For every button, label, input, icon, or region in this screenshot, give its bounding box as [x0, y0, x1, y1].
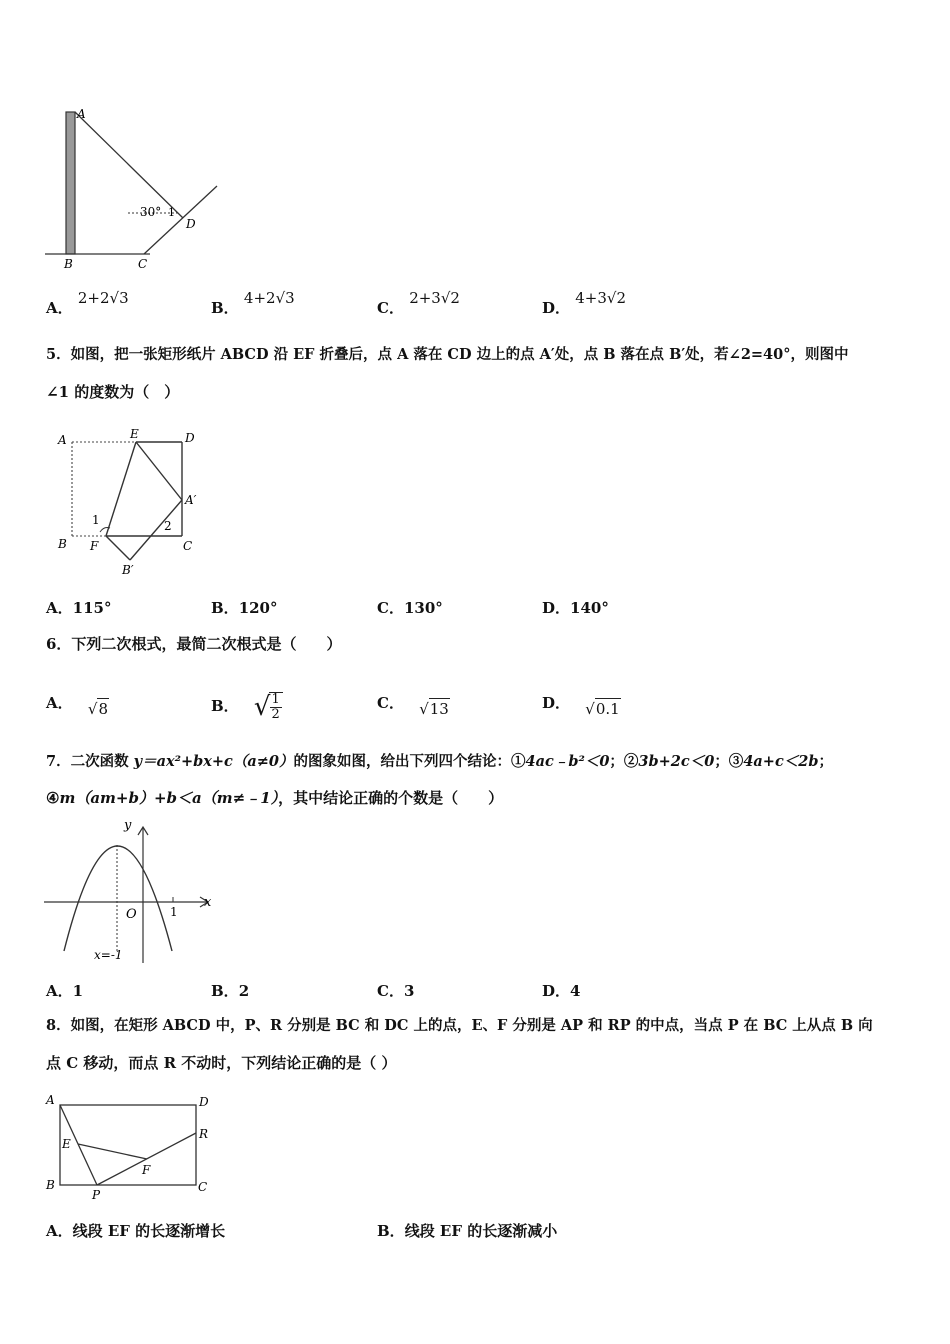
q7-option-b-text: 2	[238, 982, 250, 1000]
q7-label-axis: x=-1	[94, 948, 123, 962]
q5-label-b: B	[58, 537, 67, 551]
q4-option-a-expr: 2+2√3	[77, 289, 129, 307]
q6-option-d-radicand: 0.1	[595, 700, 620, 718]
q8-label-e: E	[62, 1137, 71, 1151]
q4-option-d-expr: 4+3√2	[575, 289, 627, 307]
q7-suffix: ，其中结论正确的个数是（ ）	[278, 789, 504, 807]
q7-option-d[interactable]	[542, 981, 580, 1001]
q6-option-d-label: D．	[542, 694, 571, 712]
q4-label-one: 1	[168, 206, 175, 219]
q7-label-o: O	[126, 907, 137, 922]
q4-label-b: B	[64, 257, 73, 271]
q6-option-a-expr: √8	[87, 700, 108, 718]
q8-label-a: A	[46, 1093, 55, 1107]
q4-option-c-expr: 2+3√2	[409, 289, 460, 307]
q4-label-a: A	[77, 107, 86, 121]
q4-option-a-label: A．	[46, 299, 73, 317]
q4-segment-ad	[75, 112, 183, 218]
q7-label-one: 1	[170, 905, 178, 919]
q8-label-b: B	[46, 1178, 55, 1192]
q6-option-c[interactable]	[377, 692, 449, 718]
q7-option-d-label: D．	[542, 982, 571, 1000]
q7-circle-4: ④	[46, 789, 60, 807]
q5-option-c-text: 130°	[403, 599, 443, 617]
q5-label-two: 2	[164, 519, 172, 533]
q6-option-a[interactable]	[46, 692, 108, 718]
q6-option-c-label: C．	[377, 694, 404, 712]
q4-option-c-label: C．	[377, 299, 404, 317]
q8-label-r: R	[199, 1127, 209, 1141]
q7-option-c-label: C．	[377, 982, 404, 1000]
q7-function: y＝ax²+bx+c（a≠0）	[133, 753, 294, 770]
q8-label-f: F	[142, 1163, 151, 1177]
q5-label-f: F	[90, 539, 99, 553]
q7-option-a-text: 1	[72, 982, 84, 1000]
q7-option-c[interactable]	[377, 981, 414, 1001]
q7-conclusion-1: 4ac﹣b²＜0	[525, 753, 610, 770]
q5-ea2	[136, 442, 182, 500]
q4-option-d[interactable]	[542, 289, 627, 318]
q4-option-d-label: D．	[542, 299, 571, 317]
q5-label-e: E	[130, 427, 139, 441]
q7-sep-2: ；③	[714, 753, 744, 770]
q5-label-b2: B′	[122, 563, 134, 576]
q5-option-a-label: A．	[46, 599, 73, 617]
q6-stem: 6．下列二次根式，最简二次根式是（ ）	[46, 635, 342, 653]
q7-sep-1: ；②	[609, 753, 639, 770]
q4-label-c: C	[138, 257, 148, 271]
q5-label-d: D	[185, 431, 195, 445]
q5-fb2	[106, 536, 130, 560]
q6-option-b-numerator: 1	[271, 692, 280, 707]
q7-option-b-label: B．	[211, 982, 239, 1000]
q5-option-c-label: C．	[377, 599, 404, 617]
q5-option-d-label: D．	[542, 599, 571, 617]
q8-option-a[interactable]	[46, 1221, 225, 1241]
q8-stem-line2: 点 C 移动，而点 R 不动时，下列结论正确的是（ ）	[46, 1054, 397, 1072]
q6-option-d-expr: √0.1	[585, 700, 620, 718]
q4-label-d: D	[186, 217, 196, 231]
q5-label-a2: A′	[185, 493, 197, 507]
q4-label-angle: 30°	[140, 205, 162, 219]
q6-option-b-label: B．	[211, 697, 239, 715]
q6-option-b[interactable]	[211, 692, 280, 722]
q8-option-a-label: A．	[46, 1222, 73, 1240]
q4-option-b-label: B．	[211, 299, 239, 317]
q8-label-d: D	[199, 1095, 209, 1109]
q8-option-b-label: B．	[377, 1222, 405, 1240]
q8-option-a-text: 线段 EF 的长逐渐增长	[72, 1222, 226, 1240]
q7-option-a[interactable]	[46, 981, 83, 1001]
q4-figure	[40, 100, 230, 275]
q6-option-d[interactable]	[542, 692, 620, 718]
q6-option-b-denominator: 2	[271, 707, 280, 722]
q7-stem-line1	[46, 752, 833, 772]
q7-label-x: x	[204, 895, 212, 910]
q4-option-b[interactable]	[211, 289, 295, 318]
q5-figure	[52, 424, 212, 576]
q5-label-one: 1	[92, 513, 100, 527]
q4-option-c[interactable]	[377, 289, 460, 318]
q5-option-d-text: 140°	[570, 599, 609, 617]
q8-stem-line1: 8．如图，在矩形 ABCD 中，P、R 分别是 BC 和 DC 上的点，E、F 分别是 AP 和 RP 的中点，当点 P 在 BC 上从点 B 向	[46, 1017, 873, 1034]
q7-parabola	[64, 846, 172, 951]
q5-stem-line2: ∠1 的度数为（ ）	[46, 383, 180, 401]
q5-option-b-label: B．	[211, 599, 239, 617]
q6-option-b-expr: √ $\frac{1}{2}$	[254, 697, 283, 715]
q8-label-c: C	[198, 1180, 208, 1194]
q7-label-y: y	[124, 818, 132, 833]
q7-option-d-text: 4	[570, 982, 581, 1000]
q6-option-c-radicand: 13	[429, 700, 449, 718]
q5-option-b[interactable]	[211, 598, 278, 618]
q5-option-a[interactable]	[46, 598, 111, 618]
q5-label-a: A	[58, 433, 67, 447]
q7-mid: 的图象如图，给出下列四个结论：①	[293, 753, 526, 770]
q7-option-a-label: A．	[46, 982, 73, 1000]
q7-conclusion-3: 4a+c＜2b	[743, 753, 819, 770]
q5-stem-line1: 5．如图，把一张矩形纸片 ABCD 沿 EF 折叠后，点 A 落在 CD 边上的点 A′处，点 B 落在点 B′处，若∠2=40°，则图中	[46, 346, 849, 363]
q8-option-b[interactable]	[377, 1221, 557, 1241]
q8-segment-ef	[78, 1144, 147, 1159]
q6-option-c-expr: √13	[419, 700, 449, 718]
q5-ef	[106, 442, 136, 536]
q6-option-a-label: A．	[46, 694, 73, 712]
q8-figure	[40, 1088, 220, 1203]
q5-option-a-text: 115°	[72, 599, 112, 617]
q7-option-c-text: 3	[403, 982, 415, 1000]
q7-conclusion-4: m（am+b）+b＜a（m≠﹣1）	[59, 789, 279, 807]
q7-prefix: 7．二次函数	[46, 753, 134, 770]
q5-option-d[interactable]	[542, 598, 609, 618]
q4-option-a[interactable]	[46, 289, 129, 318]
q4-slope	[144, 186, 217, 254]
q6-option-a-radicand: 8	[98, 700, 108, 718]
q5-option-c[interactable]	[377, 598, 443, 618]
q7-end-1: ；	[818, 753, 834, 770]
q5-a2b2	[130, 500, 182, 560]
q8-option-b-text: 线段 EF 的长逐渐减小	[404, 1222, 558, 1240]
q5-label-c: C	[183, 539, 193, 553]
q7-figure	[40, 815, 220, 967]
q5-option-b-text: 120°	[238, 599, 278, 617]
q7-stem-line2	[46, 788, 503, 808]
q7-conclusion-2: 3b+2c＜0	[638, 753, 715, 770]
q4-pole	[66, 112, 75, 254]
q4-option-b-expr: 4+2√3	[243, 289, 295, 307]
q7-option-b[interactable]	[211, 981, 249, 1001]
q8-label-p: P	[92, 1188, 101, 1202]
